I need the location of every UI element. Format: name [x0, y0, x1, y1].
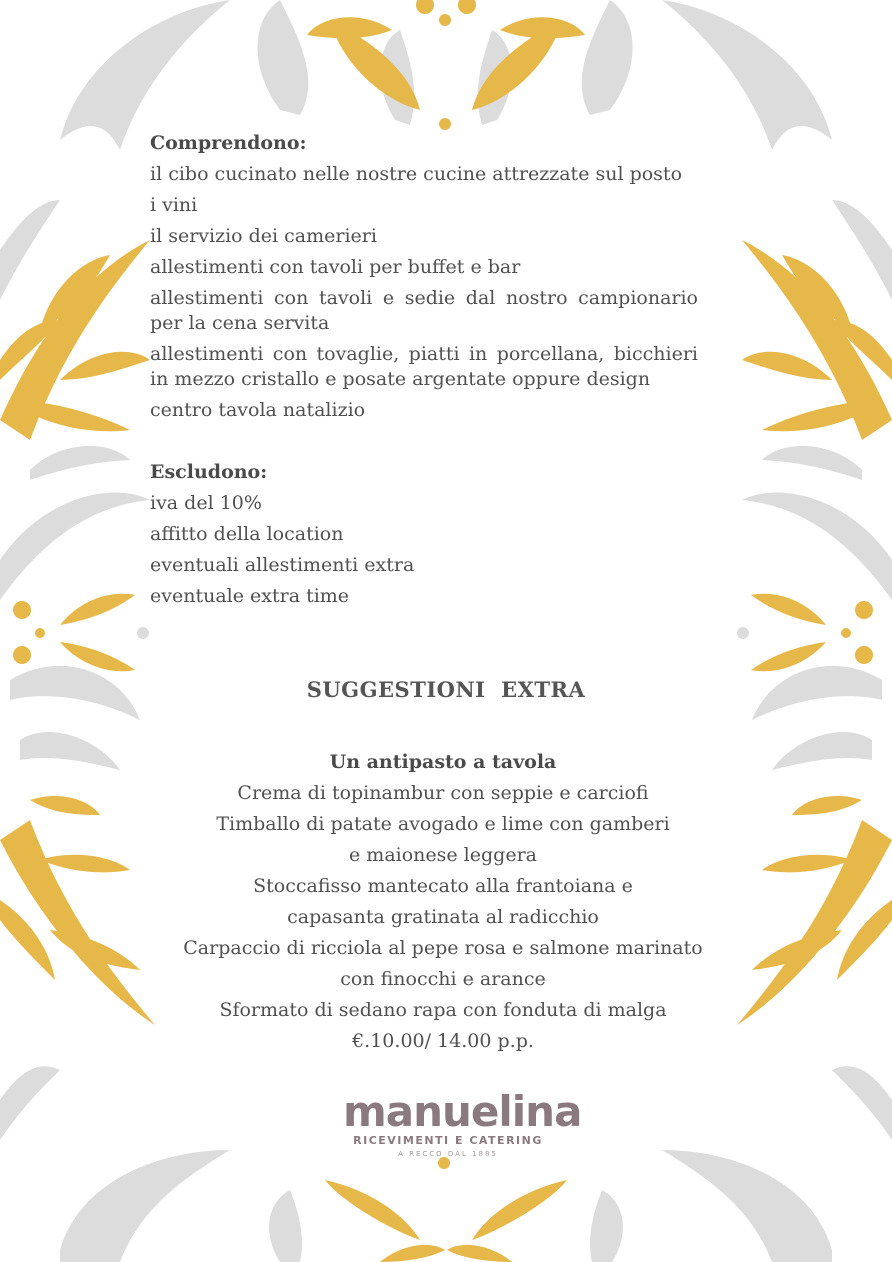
- excludes-item: iva del 10%: [150, 492, 262, 514]
- includes-item: allestimenti con tavoli e sedie dal nostro campionario per la cena servita: [150, 287, 698, 334]
- logo-since: A RECCO DAL 1885: [398, 1150, 498, 1158]
- excludes-item: affitto della location: [150, 523, 344, 545]
- excludes-item: eventuali allestimenti extra: [150, 554, 415, 576]
- excludes-heading: Escludono:: [150, 461, 268, 483]
- manuelina-logo: [343, 1087, 582, 1160]
- includes-item: allestimenti con tavoli per buffet e bar: [150, 256, 521, 278]
- menu-line: Stoccafisso mantecato alla frantoiana e: [253, 875, 633, 897]
- menu-line: Carpaccio di ricciola al pepe rosa e salmone marinato: [183, 937, 703, 959]
- excludes-item: eventuale extra time: [150, 585, 350, 607]
- includes-item: centro tavola natalizio: [150, 399, 366, 421]
- antipasto-menu: [150, 747, 736, 1057]
- includes-item: il cibo cucinato nelle nostre cucine attrezzate sul posto: [150, 163, 683, 185]
- logo-subtitle: RICEVIMENTI E CATERING: [353, 1134, 543, 1147]
- menu-price: €.10.00/ 14.00 p.p.: [352, 1030, 534, 1052]
- includes-item: i vini: [150, 194, 198, 216]
- includes-heading: Comprendono:: [150, 132, 307, 154]
- logo-brand: manuelina: [343, 1087, 582, 1136]
- menu-title: Un antipasto a tavola: [329, 751, 557, 773]
- extra-section-title: SUGGESTIONI EXTRA: [306, 677, 586, 702]
- menu-line: capasanta gratinata al radicchio: [287, 906, 599, 928]
- menu-line: Crema di topinambur con seppie e carciofi: [237, 782, 649, 804]
- menu-line: Timballo di patate avogado e lime con gamberi: [216, 813, 670, 835]
- menu-line: con finocchi e arance: [340, 968, 546, 990]
- includes-excludes-section: [150, 128, 698, 612]
- menu-line: e maionese leggera: [349, 844, 537, 866]
- menu-line: Sformato di sedano rapa con fonduta di malga: [219, 999, 667, 1021]
- includes-item: allestimenti con tovaglie, piatti in porcellana, bicchieri in mezzo cristallo e posate argentate oppure design: [150, 343, 698, 390]
- includes-item: il servizio dei camerieri: [150, 225, 377, 247]
